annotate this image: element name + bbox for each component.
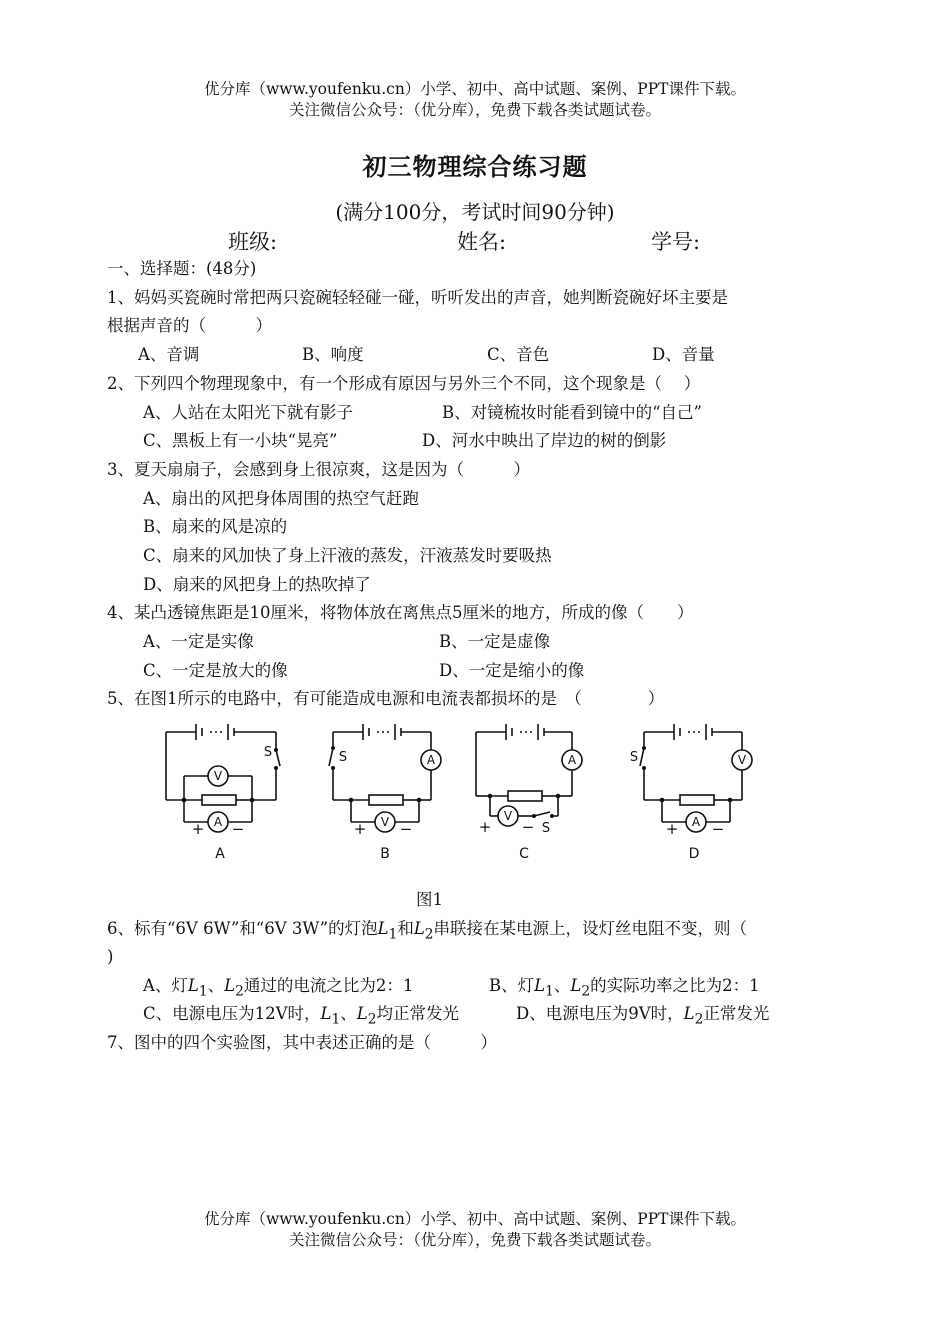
q2-stem: 2、下列四个物理现象中，有一个形成有原因与另外三个不同，这个现象是（ ）: [107, 374, 701, 393]
minus-label: −: [711, 820, 725, 838]
page-title: 初三物理综合练习题: [362, 152, 588, 181]
q3-option-d: D、扇来的风把身上的热吹掉了: [143, 575, 371, 594]
footer-line-2: 关注微信公众号：（优分库），免费下载各类试题试卷。: [288, 1231, 661, 1249]
q6-stem-line1: 6、标有“6V 6W”和“6V 3W”的灯泡$L_1$和$L_2$串联接在某电源上，设灯丝电阻不变，则（: [107, 919, 748, 943]
q3-option-b: B、扇来的风是凉的: [143, 517, 288, 536]
q4-option-d: D、一定是缩小的像: [439, 661, 585, 680]
meter-label: V: [213, 769, 223, 783]
q2-option-a: A、人站在太阳光下就有影子: [143, 403, 353, 422]
circuit-label-c: C: [519, 846, 529, 862]
q3-option-a: A、扇出的风把身体周围的热空气赶跑: [143, 489, 419, 508]
q4-option-c: C、一定是放大的像: [143, 661, 288, 680]
q1-stem-line2: 根据声音的（ ）: [107, 316, 272, 335]
circuit-label-a: A: [215, 846, 225, 862]
meter-label: A: [213, 815, 223, 829]
minus-label: −: [399, 820, 413, 838]
plus-label: +: [353, 820, 367, 838]
student-id-label: 学号:: [651, 230, 701, 254]
name-label: 姓名:: [457, 230, 507, 254]
q3-option-c: C、扇来的风加快了身上汗液的蒸发，汗液蒸发时要吸热: [143, 546, 552, 565]
switch-label: S: [263, 745, 273, 760]
q3-stem: 3、夏天扇扇子，会感到身上很凉爽，这是因为（ ）: [107, 460, 530, 479]
circuit-label-d: D: [688, 846, 700, 862]
meter-label: V: [380, 815, 390, 829]
q2-option-d: D、河水中映出了岸边的树的倒影: [422, 431, 667, 450]
q1-option-c: C、音色: [487, 345, 550, 364]
q1-option-d: D、音量: [652, 345, 715, 364]
q6-stem-line2: ): [107, 947, 114, 966]
switch-blade: [276, 750, 280, 766]
q6-option-d: D、电源电压为9V时，$L_2$正常发光: [516, 1004, 770, 1028]
q2-option-b: B、对镜梳妆时能看到镜中的“自己”: [442, 403, 702, 422]
q5-stem: 5、在图1所示的电路中，有可能造成电源和电流表都损坏的是 （ ）: [107, 689, 665, 708]
footer-line-1: 优分库（www.youfenku.cn）小学、初中、高中试题、案例、PPT课件下载。: [203, 1210, 747, 1228]
page-subtitle: (满分100分，考试时间90分钟): [335, 200, 615, 224]
q4-stem: 4、某凸透镜焦距是10厘米，将物体放在离焦点5厘米的地方，所成的像（ ）: [107, 603, 694, 622]
plus-label: +: [478, 818, 492, 836]
header-line-2: 关注微信公众号：（优分库），免费下载各类试题试卷。: [288, 101, 661, 119]
switch-label: S: [338, 750, 348, 765]
figure-1-caption: 图1: [416, 890, 443, 909]
q1-stem-line1: 1、妈妈买瓷碗时常把两只瓷碗轻轻碰一碰，听听发出的声音，她判断瓷碗好坏主要是: [107, 288, 728, 307]
figure-1-circuits: [150, 720, 790, 870]
q7-stem: 7、图中的四个实验图，其中表述正确的是（ ）: [107, 1033, 497, 1052]
q2-option-c: C、黑板上有一小块“晃亮”: [143, 431, 338, 450]
meter-label: V: [503, 809, 513, 823]
meter-label: V: [737, 753, 747, 767]
meter-label: A: [691, 815, 701, 829]
circuit-label-b: B: [380, 846, 390, 862]
switch-label: S: [541, 821, 551, 836]
q1-option-a: A、音调: [138, 345, 200, 364]
plus-label: +: [191, 820, 205, 838]
meter-label: A: [567, 753, 577, 767]
section-heading: 一、选择题：(48分): [107, 259, 257, 278]
minus-label: −: [231, 820, 245, 838]
q1-option-b: B、响度: [302, 345, 364, 364]
circuit-a: [166, 724, 280, 832]
q4-option-a: A、一定是实像: [143, 632, 254, 651]
class-label: 班级:: [228, 230, 278, 254]
minus-label: −: [521, 818, 535, 836]
q6-option-a: A、灯$L_1$、$L_2$通过的电流之比为2：1: [143, 976, 414, 1000]
switch-label: S: [629, 750, 639, 765]
circuit-c: [476, 724, 582, 826]
q6-option-c: C、电源电压为12V时，$L_1$、$L_2$均正常发光: [143, 1004, 459, 1028]
q6-option-b: B、灯$L_1$、$L_2$的实际功率之比为2：1: [489, 976, 760, 1000]
meter-label: A: [426, 753, 436, 767]
plus-label: +: [665, 820, 679, 838]
header-line-1: 优分库（www.youfenku.cn）小学、初中、高中试题、案例、PPT课件下载。: [203, 80, 747, 98]
q4-option-b: B、一定是虚像: [439, 632, 551, 651]
